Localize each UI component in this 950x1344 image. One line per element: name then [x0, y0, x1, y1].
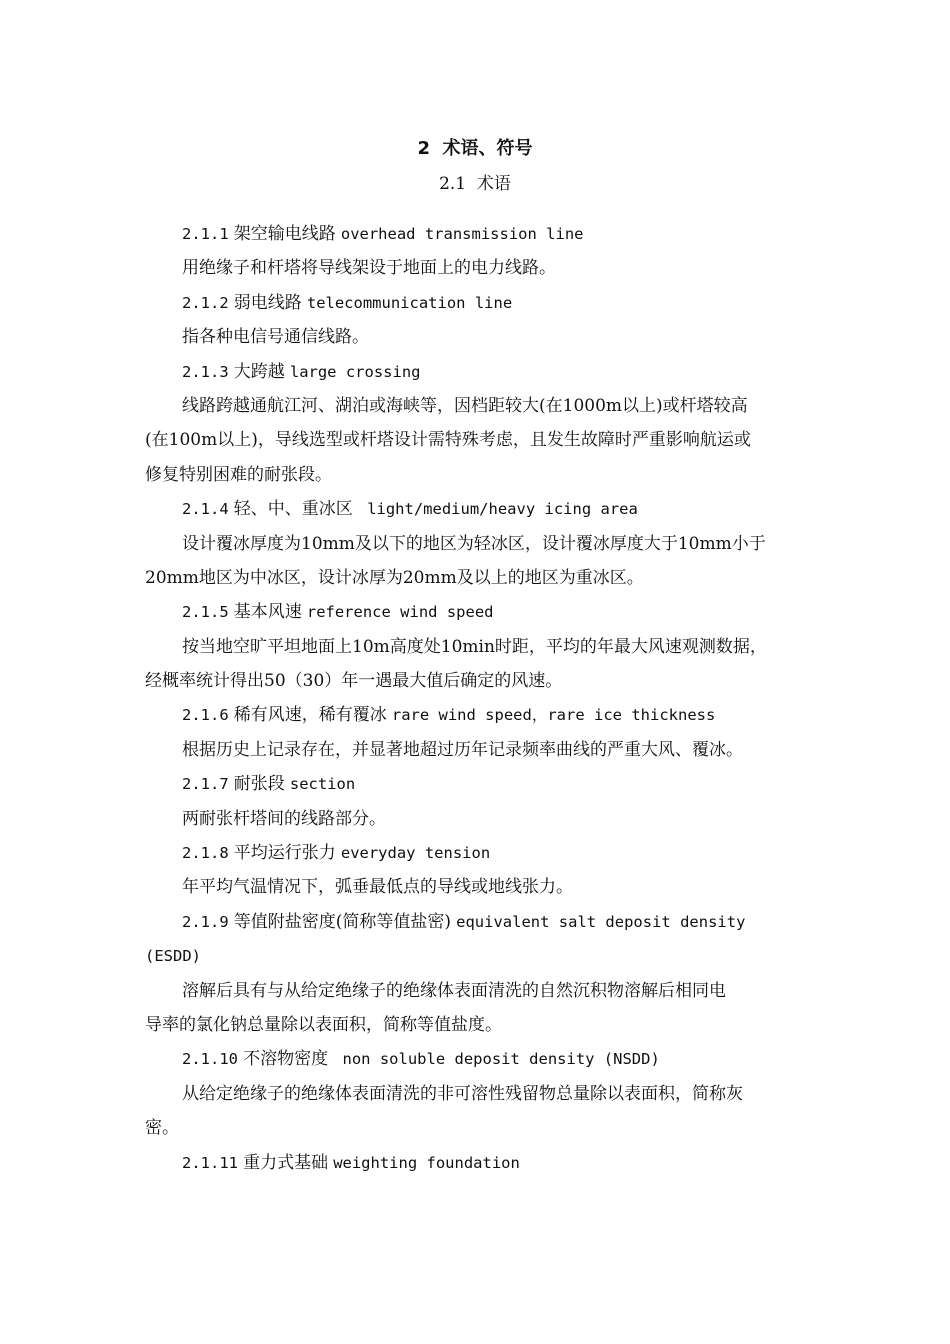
term-number: 2.1.11	[182, 1153, 238, 1172]
term-heading-2-1-10	[145, 1042, 815, 1076]
term-definition-line: 按当地空旷平坦地面上10m高度处10min时距，平均的年最大风速观测数据，	[182, 636, 767, 657]
term-definition-line: 指各种电信号通信线路。	[182, 327, 369, 348]
term-en: reference wind speed	[306, 603, 494, 622]
term-heading-2-1-8	[145, 836, 815, 870]
term-heading-2-1-7	[145, 767, 815, 801]
term-heading-2-1-1	[145, 217, 815, 251]
term-definition-line: 线路跨越通航江河、湖泊或海峡等，因档距较大(在1000m以上)或杆塔较高	[182, 395, 748, 416]
term-definition-line: 根据历史上记录存在，并显著地超过历年记录频率曲线的严重大风、覆冰。	[182, 739, 743, 760]
term-number: 2.1.2	[182, 293, 229, 312]
term-heading-2-1-5	[145, 595, 815, 629]
term-en: large crossing	[289, 362, 421, 381]
term-zh: 重力式基础	[243, 1152, 329, 1173]
term-en: section	[289, 775, 356, 794]
term-en: overhead transmission line	[340, 225, 584, 243]
term-heading-2-1-11	[145, 1146, 815, 1180]
term-zh: 轻、中、重冰区	[233, 499, 353, 520]
term-definition-line: 密。	[145, 1118, 179, 1139]
terms-content	[145, 217, 815, 1180]
term-zh: 不溶物密度	[243, 1049, 329, 1070]
term-zh: 弱电线路	[233, 292, 302, 313]
term-definition-line: 修复特别困难的耐张段。	[145, 464, 332, 485]
term-zh: 耐张段	[233, 774, 285, 795]
term-number: 2.1.1	[182, 225, 229, 243]
term-zh: 基本风速	[233, 602, 302, 623]
term-zh: 架空输电线路	[233, 224, 336, 244]
term-zh: 大跨越	[233, 361, 285, 382]
term-en: weighting foundation	[333, 1153, 520, 1172]
term-definition-line: 20mm地区为中冰区，设计冰厚为20mm及以上的地区为重冰区。	[145, 567, 644, 588]
term-number: 2.1.4	[182, 500, 229, 519]
term-heading-2-1-3	[145, 355, 815, 389]
term-en: light/medium/heavy icing area	[357, 500, 638, 519]
term-heading-2-1-6	[145, 698, 815, 732]
term-number: 2.1.8	[182, 844, 229, 863]
term-number: 2.1.3	[182, 362, 229, 381]
term-number: 2.1.6	[182, 706, 229, 725]
term-definition-line: 设计覆冰厚度为10mm及以下的地区为轻冰区，设计覆冰厚度大于10mm小于	[182, 533, 766, 554]
term-en: equivalent salt deposit density	[456, 912, 746, 931]
term-heading-2-1-2	[145, 286, 815, 320]
term-definition-line: 溶解后具有与从给定绝缘子的绝缘体表面清洗的自然沉积物溶解后相同电	[182, 980, 726, 1001]
term-heading-2-1-4	[145, 492, 815, 526]
term-number: 2.1.9	[182, 912, 229, 931]
term-definition-line: 从给定绝缘子的绝缘体表面清洗的非可溶性残留物总量除以表面积，简称灰	[182, 1083, 743, 1104]
term-definition-line: 两耐张杆塔间的线路部分。	[182, 808, 386, 829]
term-definition-line: (在100m以上)，导线选型或杆塔设计需特殊考虑，且发生故障时严重影响航运或	[145, 430, 751, 451]
term-zh: 稀有风速，稀有覆冰	[233, 705, 387, 726]
term-definition-line: 导率的氯化钠总量除以表面积，简称等值盐度。	[145, 1014, 502, 1035]
term-zh: 等值附盐密度(简称等值盐密)	[233, 911, 452, 932]
chapter-title: 2 术语、符号	[417, 138, 533, 159]
term-number: 2.1.5	[182, 603, 229, 622]
term-heading-2-1-9	[145, 905, 815, 939]
term-en: everyday tension	[340, 844, 491, 863]
term-definition-line: 用绝缘子和杆塔将导线架设于地面上的电力线路。	[182, 258, 556, 279]
term-en: telecommunication line	[306, 293, 513, 312]
term-zh: 平均运行张力	[233, 843, 336, 864]
term-en-continued: (ESDD)	[145, 947, 201, 966]
term-number: 2.1.10	[182, 1050, 238, 1069]
section-title: 2.1 术语	[439, 174, 511, 194]
term-en: rare wind speed，rare ice thickness	[391, 706, 716, 725]
term-number: 2.1.7	[182, 775, 229, 794]
term-definition-line: 经概率统计得出50（30）年一遇最大值后确定的风速。	[145, 671, 563, 692]
term-en: non soluble deposit density (NSDD)	[333, 1050, 660, 1069]
term-definition-line: 年平均气温情况下，弧垂最低点的导线或地线张力。	[182, 877, 573, 898]
